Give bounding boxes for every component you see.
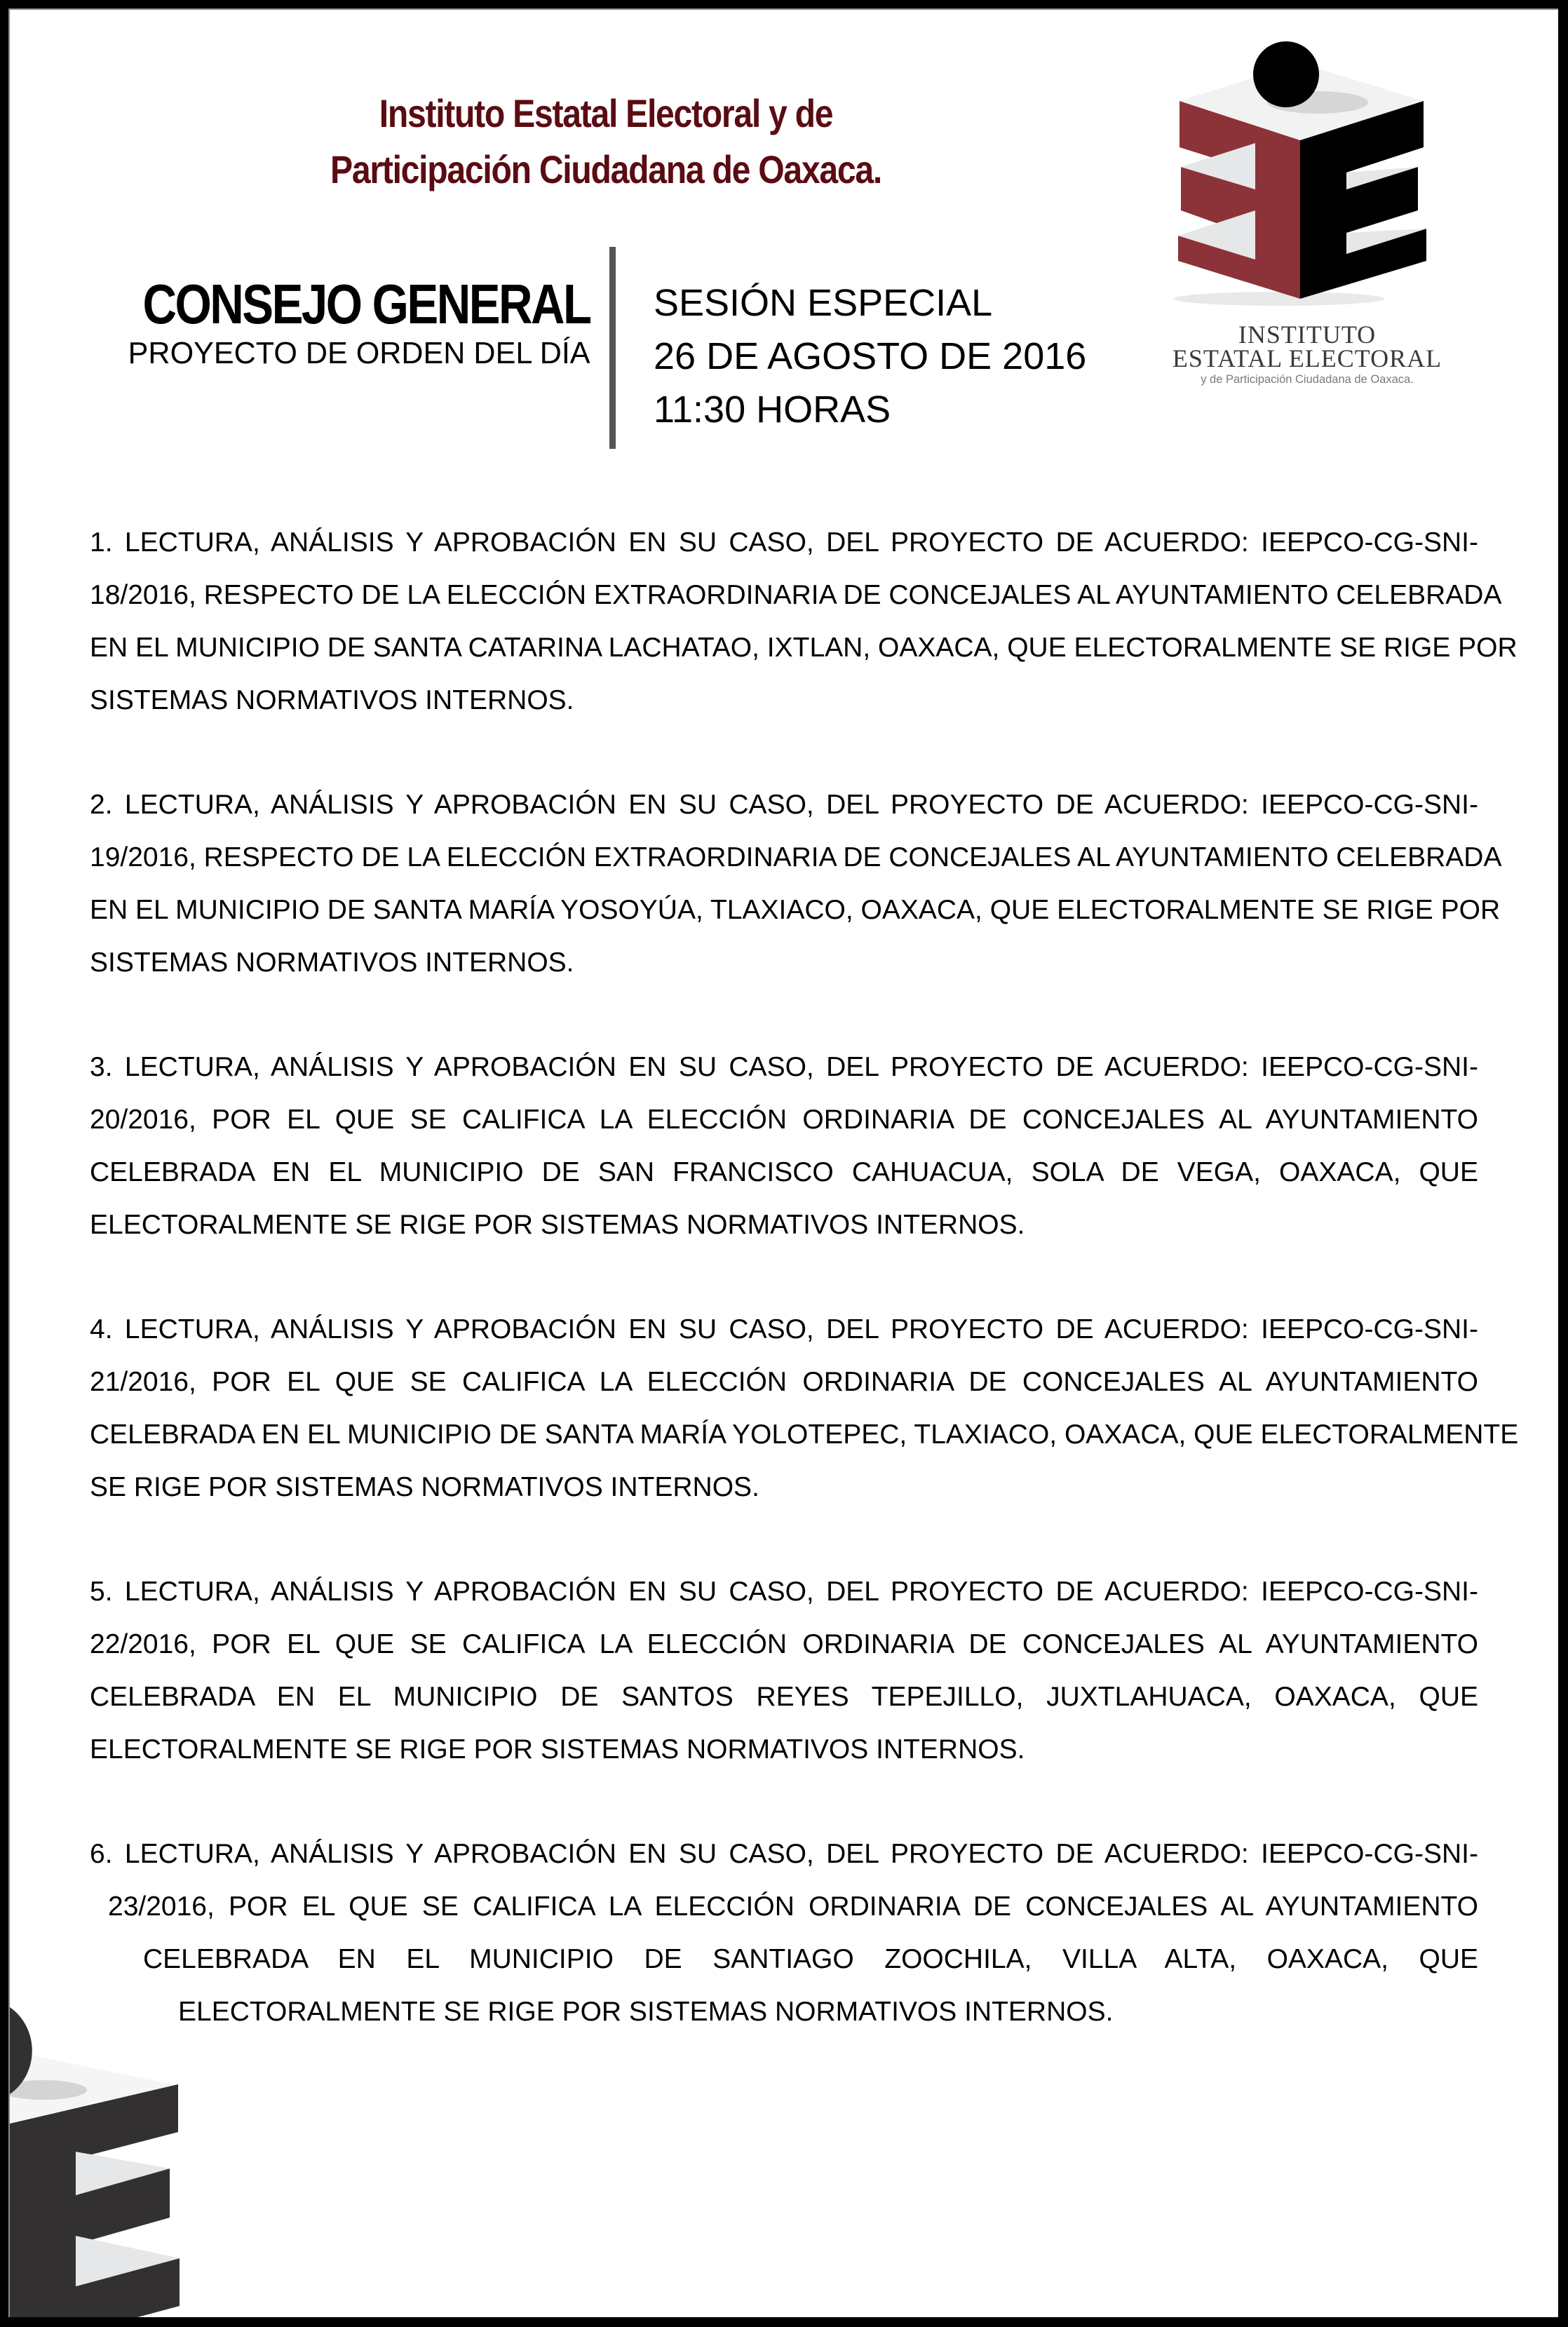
agenda-item-line: SE RIGE POR SISTEMAS NORMATIVOS INTERNOS. [90,1472,759,1502]
agenda-item-1 [90,516,1518,727]
agenda-item-line: 20/2016, POR EL QUE SE CALIFICA LA ELECCIÓN ORDINARIA DE CONCEJALES AL AYUNTAMIENTO [90,1105,1478,1135]
agenda-list [90,516,1519,2090]
agenda-item-line: 4. LECTURA, ANÁLISIS Y APROBACIÓN EN SU CASO, DEL PROYECTO DE ACUERDO: IEEPCO-CG-SNI- [90,1314,1478,1344]
header-divider [609,247,616,449]
agenda-item-line: EN EL MUNICIPIO DE SANTA CATARINA LACHATAO, IXTLAN, OAXACA, QUE ELECTORALMENTE SE RIGE POR [90,633,1518,663]
agenda-item-6 [90,1828,1478,2038]
agenda-item-line: 3. LECTURA, ANÁLISIS Y APROBACIÓN EN SU CASO, DEL PROYECTO DE ACUERDO: IEEPCO-CG-SNI- [90,1052,1478,1082]
agenda-item-line: 21/2016, POR EL QUE SE CALIFICA LA ELECCIÓN ORDINARIA DE CONCEJALES AL AYUNTAMIENTO [90,1367,1478,1397]
agenda-item-3 [90,1041,1478,1251]
institution-title-line-1: Instituto Estatal Electoral y de [379,91,833,135]
institution-logo [1160,38,1454,403]
agenda-item-line: ELECTORALMENTE SE RIGE POR SISTEMAS NORMATIVOS INTERNOS. [178,1997,1114,2027]
agenda-item-line: 2. LECTURA, ANÁLISIS Y APROBACIÓN EN SU CASO, DEL PROYECTO DE ACUERDO: IEEPCO-CG-SNI- [90,790,1478,820]
session-time: 11:30 HORAS [654,389,891,431]
agenda-item-line: CELEBRADA EN EL MUNICIPIO DE SAN FRANCISCO CAHUACUA, SOLA DE VEGA, OAXACA, QUE [90,1157,1478,1187]
agenda-item-line: SISTEMAS NORMATIVOS INTERNOS. [90,685,574,715]
agenda-item-line: ELECTORALMENTE SE RIGE POR SISTEMAS NORMATIVOS INTERNOS. [90,1734,1025,1765]
agenda-item-line: CELEBRADA EN EL MUNICIPIO DE SANTA MARÍA YOLOTEPEC, TLAXIACO, OAXACA, QUE ELECTORALMENTE [90,1419,1519,1450]
logo-text-instituto: INSTITUTO [1238,321,1377,349]
document-page [8,8,1558,2317]
corner-ballot-box-icon [10,1981,192,2317]
agenda-item-line: CELEBRADA EN EL MUNICIPIO DE SANTOS REYES TEPEJILLO, JUXTLAHUACA, OAXACA, QUE [90,1682,1478,1712]
agenda-item-line: ELECTORALMENTE SE RIGE POR SISTEMAS NORMATIVOS INTERNOS. [90,1210,1025,1240]
agenda-item-line: CELEBRADA EN EL MUNICIPIO DE SANTIAGO ZOOCHILA, VILLA ALTA, OAXACA, QUE [143,1944,1478,1974]
session-date: 26 DE AGOSTO DE 2016 [654,335,1087,377]
agenda-item-line: 22/2016, POR EL QUE SE CALIFICA LA ELECCIÓN ORDINARIA DE CONCEJALES AL AYUNTAMIENTO [90,1629,1478,1659]
session-block [654,276,1086,436]
agenda-item-line: 1. LECTURA, ANÁLISIS Y APROBACIÓN EN SU CASO, DEL PROYECTO DE ACUERDO: IEEPCO-CG-SNI- [90,527,1478,558]
agenda-item-line: SISTEMAS NORMATIVOS INTERNOS. [90,947,574,978]
agenda-item-line: 18/2016, RESPECTO DE LA ELECCIÓN EXTRAORDINARIA DE CONCEJALES AL AYUNTAMIENTO CELEBRADA [90,580,1502,610]
ballot-box-logo-icon [1160,38,1454,318]
institution-title [274,86,938,198]
logo-text-estatal-electoral: ESTATAL ELECTORAL [1172,344,1442,372]
agenda-item-line: 19/2016, RESPECTO DE LA ELECCIÓN EXTRAORDINARIA DE CONCEJALES AL AYUNTAMIENTO CELEBRADA [90,842,1502,872]
council-name: CONSEJO GENERAL [142,273,590,335]
agenda-item-2 [90,778,1502,989]
agenda-item-line: EN EL MUNICIPIO DE SANTA MARÍA YOSOYÚA, TLAXIACO, OAXACA, QUE ELECTORALMENTE SE RIGE POR [90,895,1501,925]
session-type: SESIÓN ESPECIAL [654,282,993,324]
agenda-item-line: 6. LECTURA, ANÁLISIS Y APROBACIÓN EN SU CASO, DEL PROYECTO DE ACUERDO: IEEPCO-CG-SNI- [90,1839,1478,1869]
agenda-item-5 [90,1565,1478,1776]
logo-text-participacion: y de Participación Ciudadana de Oaxaca. [1201,373,1414,386]
corner-logo-watermark [10,1981,192,2317]
council-block [58,275,590,373]
document-type: PROYECTO DE ORDEN DEL DÍA [128,336,590,370]
institution-title-line-2: Participación Ciudadana de Oaxaca. [330,147,881,191]
agenda-item-line: 23/2016, POR EL QUE SE CALIFICA LA ELECCIÓN ORDINARIA DE CONCEJALES AL AYUNTAMIENTO [108,1891,1478,1922]
agenda-item-line: 5. LECTURA, ANÁLISIS Y APROBACIÓN EN SU CASO, DEL PROYECTO DE ACUERDO: IEEPCO-CG-SNI- [90,1577,1478,1607]
agenda-item-4 [90,1303,1519,1513]
